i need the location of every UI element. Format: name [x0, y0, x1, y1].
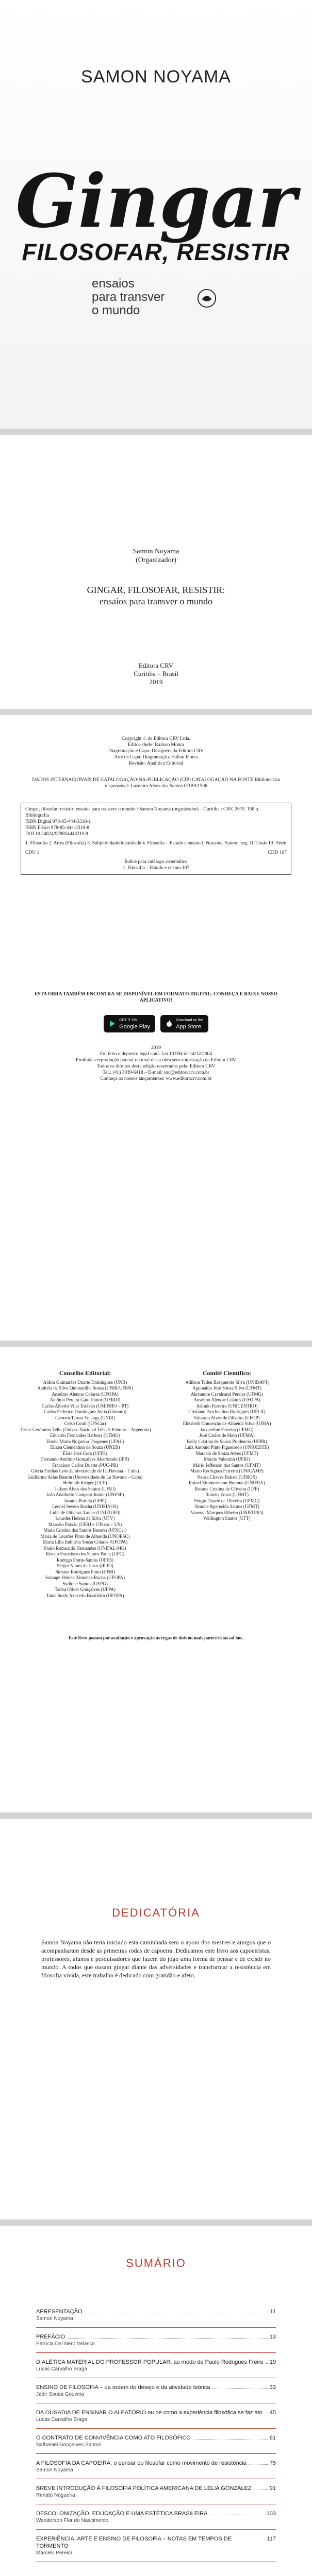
scientific-member: Wellington Santos (UFT)	[203, 1516, 251, 1521]
play-icon	[109, 1020, 116, 1027]
toc-entry-author: Lucas Carvalho Braga	[36, 2417, 87, 2422]
publication-year: 2019	[149, 678, 163, 686]
scientific-member: Cristiane Paschoalino Rodrigues (UFLA)	[188, 1409, 266, 1414]
apple-icon	[166, 1020, 173, 1027]
toc-entry-title: BREVE INTRODUÇÃO À FILOSOFIA POLÍTICA AMERICANA DE LÉLIA GONZÁLEZ	[36, 2485, 252, 2492]
app-store-badge[interactable]	[160, 1015, 208, 1032]
editorial-member: Maria Cristina dos Santos Bezerra (UFSCar)	[43, 1528, 127, 1533]
editorial-member: Lídia de Oliveira Xavier (UNIEURO)	[50, 1510, 121, 1515]
editorial-member: Eduardo Fernandes Barbosa (UFMG)	[50, 1433, 120, 1438]
toc-leader-dots	[212, 2384, 268, 2389]
revision-line: Revisão: Analitica Editorial	[128, 761, 184, 766]
scientific-member: Mario Rodrigues Ferreira (UNICAMP)	[190, 1468, 264, 1473]
toc-entry-page: 61	[269, 2435, 276, 2441]
author-name: Samon Noyama	[133, 548, 179, 555]
cover-tagline	[92, 277, 165, 317]
scientific-committee-list	[162, 1380, 291, 1522]
toc-entry[interactable]	[36, 2485, 276, 2499]
page-separator	[0, 1812, 312, 1819]
toc-entry[interactable]	[36, 2333, 276, 2347]
title-line-1: GINGAR, FILOSOFAR, RESISTIR:	[87, 585, 225, 595]
cover-art-line: Arte de Capa: Diagramação, Hallan Flores	[114, 755, 198, 760]
editorial-member: Elizeu Clementino de Souza (UNEB)	[50, 1445, 120, 1450]
editorial-member: Lourdes Helena da Silva (UFV)	[55, 1516, 115, 1521]
editorial-member: Guillermo Arias Beatón (Universidade de La Havana – Cuba)	[27, 1474, 143, 1480]
editorial-council-column	[21, 1370, 150, 1599]
cdu-code: CDU 1	[25, 850, 40, 855]
cip-bibliography: Bibliografia	[25, 813, 49, 818]
toc-entry-title: EXPERIÊNCIA, ARTE E ENSINO DE FILOSOFIA – NOTAS EM TEMPOS DE TORMENTO	[36, 2536, 232, 2549]
title-page-author	[15, 547, 297, 565]
notice-rights: Todos os direitos desta edição reservados pela: Editora CRV	[96, 1064, 216, 1069]
isbn-print: ISBN Físico 978-85-444-3319-8	[25, 825, 90, 831]
toc-entry-page: 75	[269, 2460, 276, 2466]
toc-entry-title: A FILOSOFIA DA CAPOEIRA: o pensar ou filosofar como movimento de resistência	[36, 2460, 247, 2466]
dedication-page	[0, 1819, 312, 2219]
toc-leader-dots	[67, 2333, 268, 2338]
scientific-member: Marcelo de Souza Alves (UFMT)	[195, 1450, 258, 1456]
editorial-member: Jailson Alves dos Santos (UFRJ)	[54, 1486, 116, 1492]
scientific-member: Vanessa Marques Ribeiro (UNIEURO)	[190, 1510, 264, 1515]
toc-entry-page: 117	[267, 2536, 276, 2542]
editorial-council-heading: Conselho Editorial:	[59, 1369, 111, 1377]
toc-leader-dots	[254, 2485, 268, 2490]
scientific-member: Rosane Cristina de Oliveira (UFF)	[194, 1486, 259, 1492]
editorial-member: Élsio José Corá (UFFS)	[63, 1450, 107, 1456]
editorial-member: Renato Francisco dos Santos Paula (UFG)	[45, 1551, 125, 1556]
author-role: (Organizador)	[135, 556, 177, 564]
editorial-member: Solange Helena Ximenes-Rocha (UFOPA)	[45, 1575, 125, 1580]
isbn-digital: ISBN Digital 978-85-444-3318-1	[25, 819, 91, 824]
editorial-member: Tania Suely Azevedo Brasileiro (UFOPA)	[46, 1592, 124, 1598]
scientific-member: Anselmo Alencar Colares (UFOPA)	[193, 1397, 260, 1402]
editorial-member: Fernando Antônio Gonçalves Alcoforado (IPB)	[41, 1456, 129, 1462]
toc-entry-title: DA OUSADIA DE ENSINAR O ALEATÓRIO ou de como a experiência filosófica se faz ato	[36, 2410, 262, 2416]
notice-deposit: Foi feito o depósito legal conf. Lei 10.994 de 14/12/2004	[100, 1052, 212, 1057]
legal-notices	[21, 1045, 291, 1082]
scientific-committee-heading: Comitê Científico:	[202, 1369, 252, 1377]
publisher-place: Curitiba – Brasil	[134, 670, 178, 677]
scientific-member: Luiz Antonio Pinto Figueiredo (UNIOESTE)	[185, 1445, 269, 1450]
toc-entry-author: Samon Noyama	[36, 2467, 73, 2473]
toc-entry-author: Wanderson Flor do Nascimento	[36, 2518, 109, 2523]
cip-subjects: 1. Filosofia 2. Artes (Filosofia) 3. Subjetividade/Identidade 4. Filosofia – Estudo e ensino I. Noyama, Samon, org. II. Título III. Série	[25, 841, 286, 846]
toc-leader-dots	[249, 2460, 268, 2465]
editorial-member: Anselmo Alencar Colares (UFOPA)	[52, 1391, 119, 1397]
toc-entry-page: 19	[269, 2359, 276, 2365]
editorial-member: Simone Rodrigues Pinto (UNB)	[55, 1569, 115, 1574]
scientific-member: Elizabeth Conceição de Almeida Silva (UFBA)	[183, 1421, 271, 1426]
toc-entry[interactable]	[36, 2434, 276, 2448]
toc-entry[interactable]	[36, 2535, 276, 2556]
editorial-member: Carlos Federico Dominguez Avila (Unieuro)	[43, 1409, 127, 1414]
cover-tagline-line-3: o mundo	[92, 303, 140, 317]
toc-entry-title: APRESENTAÇÃO	[36, 2309, 83, 2315]
google-play-badge[interactable]	[104, 1015, 155, 1032]
cover-tagline-line-1: ensaios	[92, 277, 135, 291]
title-line-2: ensaios para transver o mundo	[100, 596, 212, 606]
scientific-member: Rubens Zorzo (UFMT)	[205, 1492, 249, 1497]
index-heading: Índice para catálogo sistemático	[124, 859, 188, 865]
editorial-member: Maria de Lourdes Pinto de Almeida (UNOESC)	[40, 1533, 130, 1539]
scientific-member: Rafael Zimmermann Homma (UNIFRA)	[189, 1480, 265, 1485]
toc-divider	[36, 2453, 276, 2454]
cip-classification	[25, 850, 287, 856]
toc-entry[interactable]	[36, 2510, 276, 2524]
dedication-title: DEDICATÓRIA	[112, 1906, 200, 1919]
toc-entry-title: ENSINO DE FILOSOFIA – da ordem do desejo e da atividade teórica	[36, 2384, 210, 2391]
cover-tagline-line-2: para transver	[92, 290, 165, 304]
copyright-line: Copyright © da Editora CRV Ltda.	[122, 736, 190, 741]
digital-edition-notice: ESTA OBRA TAMBÉM ENCONTRA-SE DISPONÍVEL EM FORMATO DIGITAL. CONHEÇA E BAIXE NOSSO APLICATIVO!	[35, 992, 277, 1003]
editorial-member: Sydione Santos (UEPG)	[62, 1581, 108, 1586]
toc-leader-dots	[210, 2510, 265, 2515]
peer-review-note: Este livro passou por avaliação e aprovação às cegas de dois ou mais pareceristas ad hoc.	[68, 1635, 244, 1640]
table-of-contents-page	[0, 2226, 312, 2576]
title-page-imprint	[15, 662, 297, 686]
notice-website: Conheça os nossos lançamentos: www.editoracrv.com.br	[100, 1076, 212, 1081]
editorial-member: Helmuth Krüger (UCP)	[63, 1480, 107, 1485]
toc-leader-dots	[193, 2434, 268, 2439]
toc-entry-author: Samon Noyama	[36, 2316, 73, 2321]
editorial-member: Carlos Alberto Vilar Estêvão (UMINHO – PT)	[41, 1403, 129, 1409]
toc-leader-dots	[265, 2409, 268, 2414]
editorial-member: Maria Lília Imbiriba Sousa Colares (UFOPA)	[42, 1539, 128, 1545]
toc-entry[interactable]	[36, 2384, 276, 2398]
toc-divider	[36, 2352, 276, 2353]
scientific-member: Kelly Cristina de Souza Prudencio (UFPR)	[187, 1438, 267, 1444]
page-separator	[0, 1341, 312, 1347]
notice-contact: Tel.: (41) 3039-6418 – E-mail: sac@editoracrv.com.br	[103, 1070, 209, 1075]
editorial-member: Francisco Carlos Duarte (PUC-PR)	[52, 1462, 118, 1468]
toc-leader-dots	[85, 2308, 268, 2313]
toc-divider	[36, 2529, 276, 2530]
editorial-member: João Adalberto Campato Junior (UNESP)	[46, 1492, 124, 1497]
editorial-member: Carmen Tereza Velanga (UNIR)	[55, 1415, 115, 1420]
editorial-council-page	[0, 1347, 312, 1812]
google-play-label: Google Play	[119, 1024, 151, 1030]
toc-leader-dots	[266, 2359, 268, 2364]
cip-box	[21, 803, 291, 875]
app-store-caption: Download on the	[176, 1019, 203, 1022]
doi-line: DOI 10.24824/978854443319.8	[25, 832, 88, 837]
scientific-member: Eduardo Alves de Oliveira (UFOP)	[194, 1415, 260, 1420]
editorial-member: Celso Conti (UFSCar)	[64, 1421, 106, 1426]
editor-line: Editor-chefe: Railson Moura	[127, 742, 185, 748]
scientific-member: Alexandre Cavalcanti Pereira (UFMG)	[190, 1391, 264, 1397]
book-cover	[0, 0, 312, 429]
scientific-member: Márcio Valentim (UFRJ)	[204, 1456, 250, 1462]
toc-entry-page: 103	[266, 2511, 276, 2517]
toc-entry-page: 13	[269, 2334, 276, 2340]
scientific-member: Adilson Tadeu Basquerote Silva (UNIDAVI)	[185, 1379, 269, 1385]
app-store-label: App Store	[176, 1024, 202, 1030]
editorial-member: Josania Portela (UFPI)	[64, 1498, 106, 1503]
layout-line: Diagramação e Capa: Designers da Editora CRV	[108, 749, 204, 754]
cover-subtitle: FILOSOFAR, RESISTIR	[22, 239, 290, 265]
scientific-committee-column	[162, 1370, 291, 1522]
page-separator	[0, 429, 312, 435]
editorial-member: Leonel Severo Rocha (UNISINOS)	[52, 1504, 118, 1509]
editorial-member: Cesar Gerónimo Tello (Univer. Nacional Três de Febrero – Argentina)	[21, 1427, 151, 1432]
index-item: 1. Filosofia – Estudo e ensino 107	[122, 866, 190, 871]
toc-entry-title: PREFÁCIO	[36, 2334, 65, 2340]
toc-entry[interactable]	[36, 2460, 276, 2473]
app-store-badges	[0, 1015, 312, 1032]
toc-divider	[36, 2327, 276, 2328]
toc-entry-author: Lucas Carvalho Braga	[36, 2366, 87, 2372]
editorial-member: Antônio Pereira Gaio Júnior (UFRRJ)	[50, 1397, 121, 1402]
summary-title: SUMÁRIO	[126, 2257, 186, 2269]
editorial-member: Aldira Guimarães Duarte Domínguez (UNB)	[43, 1379, 127, 1385]
toc-list	[36, 2308, 276, 2568]
editorial-member: Marcelo Paixão (UFRJ e UTexas – US)	[48, 1521, 122, 1527]
page-separator	[0, 2219, 312, 2226]
toc-entry-author: Jadir Sousa Gouveia	[36, 2392, 84, 2397]
toc-entry-page: 33	[269, 2384, 276, 2391]
copyright-page	[0, 715, 312, 1341]
editorial-member: Andréia da Silva Quintanilha Sousa (UNIR/UFRN)	[37, 1385, 133, 1391]
scientific-member: José Carlos de Melo (UFMA)	[199, 1433, 255, 1438]
publisher-name: Editora CRV	[138, 662, 174, 669]
editorial-member: Tadeu Oliver Gonçalves (UFPA)	[55, 1587, 116, 1592]
toc-entry[interactable]	[36, 2308, 276, 2322]
scientific-member: Sérgio Duarte de Oliveira (UFMG)	[194, 1498, 260, 1503]
notice-year: 2019	[151, 1045, 161, 1050]
editorial-member: Elione Maria Nogueira Diogenes (UFAL)	[46, 1438, 124, 1444]
cip-entry: Gingar, filosofar, resistir: ensaios para transver o mundo / Samon Noyama (organizador) – Curitiba : CRV, 2019. 158 p.	[25, 807, 259, 812]
title-page	[0, 435, 312, 709]
toc-entry[interactable]	[36, 2359, 276, 2372]
editorial-member: Sérgio Nunes de Jesus (IFRO)	[57, 1563, 113, 1568]
toc-entry-page: 45	[269, 2410, 276, 2416]
cataloging-heading: DADOS INTERNACIONAIS DE CATALOGAÇÃO-NA-PUBLICAÇÃO (CIP) CATALOGAÇÃO NA FONTE Bibliotecária responsável: Luzenira Alves dos Santos CRB9/1506	[32, 777, 280, 789]
scientific-member: Simone Aparecida Santos (UFMT)	[194, 1504, 259, 1509]
dedication-text: Samon Noyama não teria iniciado esta caminhada sem o apoio dos mestres e amigos que o acompanharam desde as primeiras rodas de capoeira. Dedicamos este livro aos capoeiristas, professores, alunos e pesquisadores que fazem do jogo uma forma de pensar e de existir no mundo. A todos que ousam gingar diante das adversidades e transformar a resistência em filosofia vivida, este trabalho é dedicado com gratidão e afeto.	[41, 1939, 271, 1979]
scientific-member: Mário Jefferson dos Santos (UFMT)	[193, 1462, 261, 1468]
title-page-title	[15, 584, 297, 607]
toc-divider	[36, 2428, 276, 2429]
cover-title: Gingar	[15, 159, 297, 244]
editorial-member: Rodrigo Pratte-Santos (UFES)	[57, 1557, 113, 1563]
editorial-council-list	[21, 1380, 150, 1599]
google-play-caption: GET IT ON	[119, 1019, 137, 1022]
credits-block	[21, 736, 291, 767]
toc-entry-page: 11	[270, 2309, 276, 2315]
cdd-code: CDD 107	[268, 850, 287, 855]
editorial-member: Gloria Fariñas León (Universidade de La Havana – Cuba)	[31, 1468, 139, 1473]
toc-entry-author: Patrícia Del Nero Velasco	[36, 2341, 95, 2347]
scientific-member: Aguinaldo José Souza Silva (UFMT)	[192, 1385, 261, 1391]
toc-entry-author: Marcelo Pereira	[36, 2550, 73, 2556]
toc-entry[interactable]	[36, 2409, 276, 2423]
scientific-member: Jacqueline Ferreira (UFMG)	[200, 1427, 254, 1432]
toc-entry-title: O CONTRATO DE CONVIVÊNCIA COMO ATO FILOSÓFICO	[36, 2435, 191, 2441]
toc-entry-author: Renato Nogueira	[36, 2493, 75, 2498]
toc-entry-author: Nathaniel Gonçalves Santos	[36, 2442, 102, 2448]
toc-entry-title: DIALÉTICA MATERIAL DO PROFESSOR POPULAR, ao modo de Paulo Rodrigues Freire	[36, 2359, 264, 2365]
scientific-member: Neusa Chaves Batista (UFRGS)	[197, 1474, 257, 1480]
toc-entry-page: 91	[269, 2485, 276, 2492]
scientific-member: Arlindo Ferreira (UNICENTRO)	[196, 1403, 258, 1409]
toc-entry-title: DESCOLONIZAÇÃO, EDUCAÇÃO E UMA ESTÉTICA BRASILEIRA	[36, 2511, 208, 2517]
cover-author: SAMON NOYAMA	[81, 67, 231, 87]
editorial-member: Paulo Romualdo Hernandes (UNIFAL-MG)	[44, 1545, 126, 1551]
notice-reproduction: Proibida a reprodução parcial ou total desta obra sem autorização da Editora CRV	[75, 1058, 237, 1063]
page-separator	[0, 709, 312, 715]
publisher-logo-icon	[197, 289, 217, 308]
